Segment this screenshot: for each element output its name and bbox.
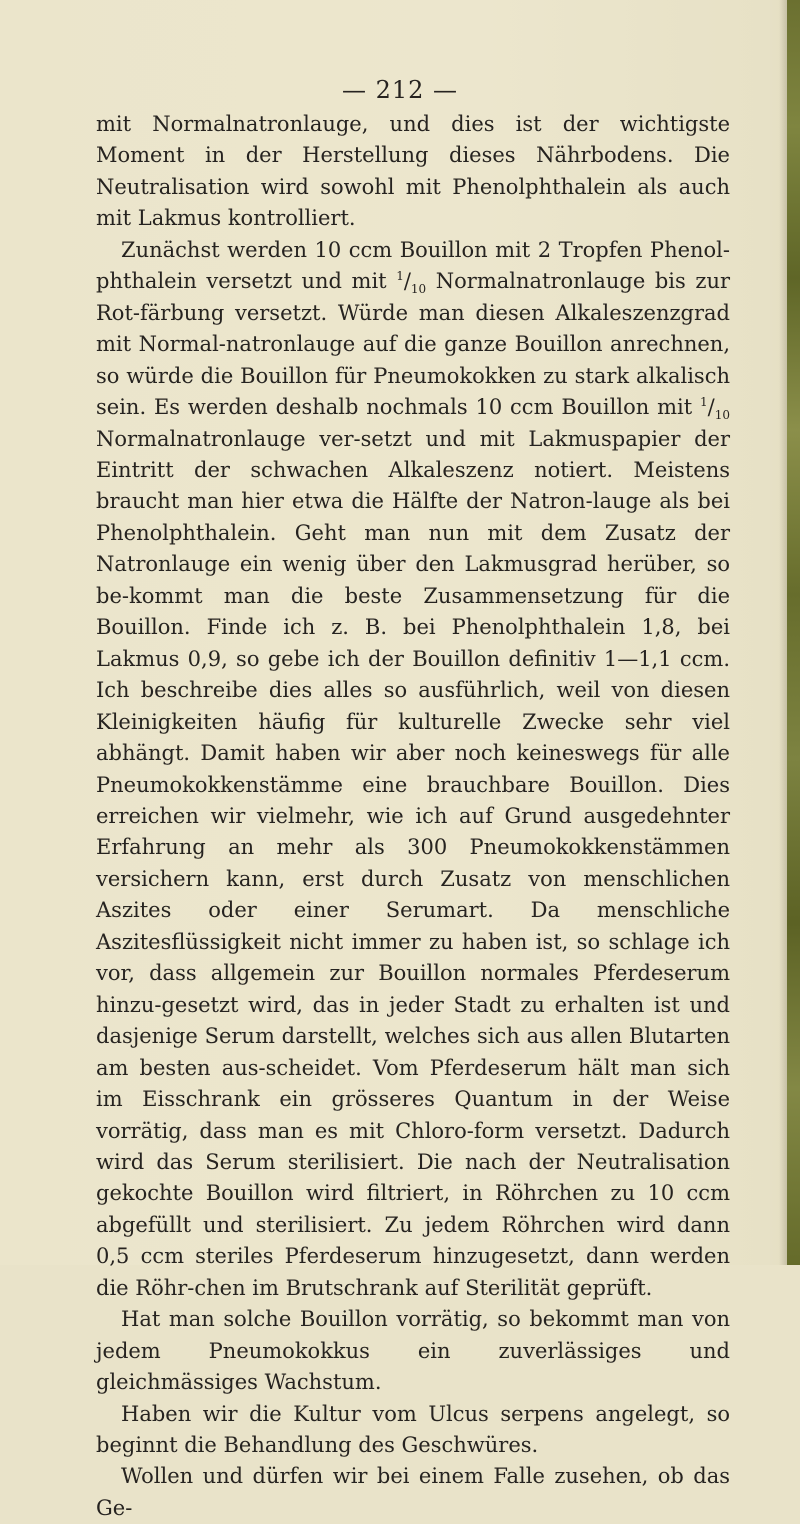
paragraph-2-part-1: Zunächst werden 10 ccm Bouillon mit 2 Tropfen Phenol-phthalein versetzt und mit: [96, 237, 730, 294]
paragraph-2-part-3: Normalnatronlauge ver-setzt und mit Lakmuspapier der Eintritt der schwachen Alkaleszenz notiert. Meistens braucht man hier etwa die Hälfte der Natron-lauge als bei Phenolphthalein. Geht man nun mit dem Zusatz der Natronlauge ein wenig über den Lakmusgrad herüber, so be-kommt man die beste Zusammensetzung für die Bouillon. Finde ich z. B. bei Phenolphthalein 1,8, bei Lakmus 0,9, so gebe ich der Bouillon definitiv 1—1,1 ccm. Ich beschreibe dies alles so ausführlich, weil von diesen Kleinigkeiten häufig für kulturelle Zwecke sehr viel abhängt. Damit haben wir aber noch keineswegs für alle Pneumokokkenstämme eine brauchbare Bouillon. Dies erreichen wir vielmehr, wie ich auf Grund ausgedehnter Erfahrung an mehr als 300 Pneumokokkenstämmen versichern kann, erst durch Zusatz von menschlichen Aszites oder einer Serumart. Da menschliche Aszitesflüssigkeit nicht immer zu haben ist, so schlage ich vor, dass allgemein zur Bouillon normales Pferdeserum hinzu-gesetzt wird, das in jeder Stadt zu erhalten ist und dasjenige Serum darstellt, welches sich aus allen Blutarten am besten aus-scheidet. Vom Pferdeserum hält man sich im Eisschrank ein grösseres Quantum in der Weise vorrätig, dass man es mit Chloro-form versetzt. Dadurch wird das Serum sterilisiert. Die nach der Neutralisation gekochte Bouillon wird filtriert, in Röhrchen zu 10 ccm abgefüllt und sterilisiert. Zu jedem Röhrchen wird dann 0,5 ccm steriles Pferdeserum hinzugesetzt, dann werden die Röhr-chen im Brutschrank auf Sterilität geprüft.: [96, 426, 730, 1300]
page-edge-shadow: [779, 0, 787, 1265]
paragraph-3: Hat man solche Bouillon vorrätig, so bekommt man von jedem Pneumokokkus ein zuverlässiges und gleichmässiges Wachstum.: [96, 1307, 730, 1395]
fraction-1-numerator: 1: [396, 269, 404, 284]
book-binding-edge: [787, 0, 800, 1265]
body-text: [96, 109, 730, 1524]
paragraph-2-part-2: Normalnatronlauge bis zur Rot-färbung versetzt. Würde man diesen Alkaleszenzgrad mit Normal-natronlauge auf die ganze Bouillon anrechnen, so würde die Bouillon für Pneumokokken zu stark alkalisch sein. Es werden deshalb nochmals 10 ccm Bouillon mit: [96, 269, 731, 420]
paragraph-4: Haben wir die Kultur vom Ulcus serpens angelegt, so beginnt die Behandlung des Geschwüres.: [96, 1401, 730, 1458]
paragraph-5: Wollen und dürfen wir bei einem Falle zusehen, ob das Ge-: [96, 1464, 730, 1520]
page-number-header: — 212 —: [341, 76, 459, 104]
paragraph-2: Zunächst werden 10 ccm Bouillon mit 2 Tropfen Phenol-phthalein versetzt und mit $^1/_{10}$ Normalnatronlauge bis zur Rot-färbung versetzt. Würde man diesen Alkaleszenzgrad mit Normal-natronlauge auf die ganze Bouillon anrechnen, so würde die Bouillon für Pneumokokken zu stark alkalisch sein. Es werden deshalb nochmals 10 ccm Bouillon mit $^1/_{10}$ Normalnatronlauge ver-setzt und mit Lakmuspapier der Eintritt der schwachen Alkaleszenz notiert. Meistens braucht man hier etwa die Hälfte der Natron-lauge als bei Phenolphthalein. Geht man nun mit dem Zusatz der Natronlauge ein wenig über den Lakmusgrad herüber, so be-kommt man die beste Zusammensetzung für die Bouillon. Finde ich z. B. bei Phenolphthalein 1,8, bei Lakmus 0,9, so gebe ich der Bouillon definitiv 1—1,1 ccm. Ich beschreibe dies alles so ausführlich, weil von diesen Kleinigkeiten häufig für kulturelle Zwecke sehr viel abhängt. Damit haben wir aber noch keineswegs für alle Pneumokokkenstämme eine brauchbare Bouillon. Dies erreichen wir vielmehr, wie ich auf Grund ausgedehnter Erfahrung an mehr als 300 Pneumokokkenstämmen versichern kann, erst durch Zusatz von menschlichen Aszites oder einer Serumart. Da menschliche Aszitesflüssigkeit nicht immer zu haben ist, so schlage ich vor, dass allgemein zur Bouillon normales Pferdeserum hinzu-gesetzt wird, das in jeder Stadt zu erhalten ist und dasjenige Serum darstellt, welches sich aus allen Blutarten am besten aus-scheidet. Vom Pferdeserum hält man sich im Eisschrank ein grösseres Quantum in der Weise vorrätig, dass man es mit Chloro-form versetzt. Dadurch wird das Serum sterilisiert. Die nach der Neutralisation gekochte Bouillon wird filtriert, in Röhrchen zu 10 ccm abgefüllt und sterilisiert. Zu jedem Röhrchen wird dann 0,5 ccm steriles Pferdeserum hinzugesetzt, dann werden die Röhr-chen im Brutschrank auf Sterilität geprüft.: [96, 237, 731, 1300]
fraction-2-numerator: 1: [700, 395, 708, 410]
fraction-1-denominator: 10: [410, 282, 427, 297]
fraction-2-denominator: 10: [714, 408, 730, 423]
paragraph-1: mit Normalnatronlauge, und dies ist der wichtigste Moment in der Herstellung dieses Nährbodens. Die Neutralisation wird sowohl mit Phenolphthalein als auch mit Lakmus kontrolliert.: [96, 112, 730, 231]
